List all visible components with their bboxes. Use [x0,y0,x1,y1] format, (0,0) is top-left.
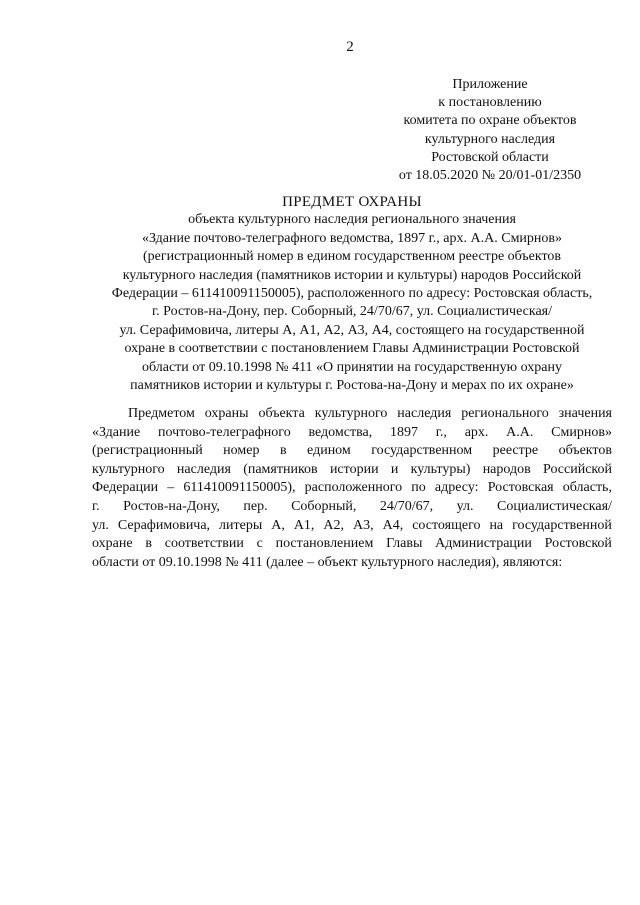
body-word: по [411,480,426,496]
page-number: 2 [346,39,354,55]
body-line [92,461,612,480]
body-word: номер [223,443,260,459]
body-word: А3, [353,517,374,533]
appendix-line: культурного наследия [424,131,556,147]
body-word: и [390,461,399,477]
body-line [92,554,612,573]
body-word: наследия [397,406,452,421]
body-word: с [256,536,263,552]
body-line [92,442,612,461]
body-word: Социалистическая/ [497,498,612,514]
title-line: г. Ростов-на-Дону, пер. Соборный, 24/70/67, ул. Социалистическая/ [152,304,552,320]
document-title: ПРЕДМЕТ ОХРАНЫ [282,194,422,210]
body-line [92,498,612,517]
body-word: литеры [219,517,263,533]
body-word: А4, [382,517,404,533]
body-line [92,517,612,536]
body-word: культурного [314,406,388,421]
body-word: значения [558,406,612,421]
body-word: Соборный, [291,498,357,514]
body-word: объектов [558,443,612,459]
body-word: государственной [512,517,612,533]
body-word: Серафимовича, [117,517,211,533]
body-word: А2, [323,517,345,533]
body-word: – [167,480,175,496]
body-word: области от 09.10.1998 № 411 (далее – объект культурного наследия), являются: [92,554,563,570]
body-word: Главы [386,536,423,552]
title-line: «Здание почтово-телеграфного ведомства, 1897 г., арх. А.А. Смирнов» [141,230,563,246]
title-line: объекта культурного наследия регионального значения [188,212,516,228]
body-word: Российской [543,461,612,477]
body-word: Федерации [92,480,159,496]
body-word: объекта [258,406,305,421]
appendix-line: Приложение [452,77,528,92]
body-word: 24/70/67, [379,498,434,514]
title-block [92,193,612,395]
body-word: в [279,443,287,459]
body-word: Смирнов» [551,424,612,440]
body-word: А1, [293,517,315,533]
title-line: области от 09.10.1998 № 411 «О принятии на государственную охрану [141,359,562,375]
body-word: реестре [492,443,539,459]
body-word: наследия [176,461,231,477]
body-word: культуры) [410,461,471,477]
body-word: г., [435,424,447,440]
appendix-line: Ростовской области [431,149,549,165]
body-line [92,535,612,554]
body-word: (памятников [243,461,318,477]
body-line [92,424,612,443]
body-paragraph [92,405,612,572]
body-line [92,405,612,424]
body-word: (регистрационный [92,443,203,459]
body-word: истории [329,461,379,477]
body-word: ул. [92,517,109,533]
body-word: соответствии [164,536,244,552]
body-word: А, [271,517,285,533]
body-word: арх. [464,424,489,440]
title-line: Федерации – 611410091150005), расположенного по адресу: Ростовская область, [111,286,593,302]
body-word: едином [307,443,351,459]
appendix-block [380,76,600,185]
title-line: (регистрационный номер в едином государственном реестре объектов [142,249,562,265]
body-line [92,479,612,498]
body-word: Ростовской [544,536,612,552]
body-word: почтово-телеграфного [157,424,291,440]
body-word: Предметом [128,406,195,421]
title-line: культурного наследия (памятников истории и культуры) народов Российской [122,267,582,283]
body-word: область, [562,480,612,496]
body-word: «Здание [92,424,141,440]
title-line: ул. Серафимовича, литеры А, А1, А2, А3, А4, состоящего на государственной [119,322,585,338]
body-word: 611410091150005), [183,480,296,496]
appendix-line: комитета по охране объектов [403,113,577,129]
body-word: адресу: [434,480,479,496]
title-line: памятников истории и культуры г. Ростова-на-Дону и мерах по их охране» [130,378,574,394]
body-word: регионального [461,406,549,421]
appendix-line: к постановлению [438,95,542,111]
body-word: государственном [371,443,473,459]
body-word: охраны [204,406,249,421]
appendix-line: от 18.05.2020 № 20/01-01/2350 [398,168,582,184]
body-word: состоящего [412,517,481,533]
body-word: 1897 [389,424,418,440]
body-word: в [145,536,152,552]
body-word: пер. [243,498,268,514]
body-word: Администрации [435,536,532,552]
body-word: г. [92,498,100,514]
body-word: народов [482,461,531,477]
body-word: на [489,517,504,533]
body-word: ведомства, [308,424,373,440]
body-word: Ростовская [487,480,554,496]
body-word: расположенного [304,480,403,496]
body-word: ул. [456,498,474,514]
body-word: Ростов-на-Дону, [123,498,220,514]
body-word: постановлением [275,536,374,552]
title-line: охране в соответствии с постановлением Главы Администрации Ростовской [124,341,580,357]
body-word: охране [92,536,133,552]
body-word: А.А. [506,424,534,440]
body-word: культурного [92,461,165,477]
